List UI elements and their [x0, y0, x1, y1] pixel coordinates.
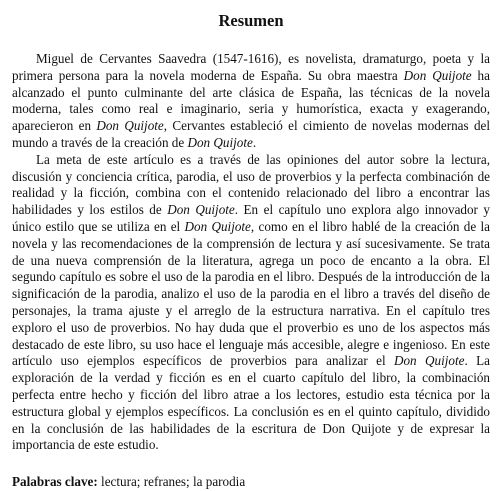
work-title-italic: Don Quijote — [403, 67, 472, 83]
keywords-label: Palabras clave: — [12, 474, 98, 490]
paragraph-text-run: , como en el libro hablé de la creación de la novela y las recomendaciones de la comprensión de lectura y así sucesivamente. Se trata de una nueva comprensión de la literatura, agrega un poco de encanto a la obra. El segundo capítulo es sobre el uso de la parodia en el libro. Después de la introducción de la significación de la parodia, analizo el uso de la parodia en el libro a través del diseño de personajes, la trama ajuste y el arreglo de la estructura narrativa. En el capítulo tres exploro el uso de proverbios. No hay duda que el proverbio es uno de los aspectos más destacado de este libro, su uso hace el lenguaje más accesible, alegre e ingenioso. En este artículo uso ejemplos específicos de proverbios para analizar el — [12, 218, 490, 369]
work-title-italic: Don Quijote — [167, 202, 235, 218]
paragraph-text-run: ha alcanzado el punto culminante del arte clásica de España, las técnicas de la novela moderna, tales como real e imaginario, seria y humorística, exacta y exagerando, aparecieron en — [12, 67, 490, 134]
abstract-paragraph-1 — [12, 51, 490, 152]
work-title-italic: Don Quijote — [187, 134, 253, 150]
paragraph-text-run: , Cervantes estableció el cimiento de novelas modernas del mundo a través de la creación de — [12, 118, 491, 150]
work-title-italic: Don Quijote — [184, 218, 251, 234]
abstract-body — [12, 51, 490, 454]
paragraph-text-run: Miguel de Cervantes Saavedra (1547-1616), es novelista, dramaturgo, poeta y la primera persona para la novela moderna de España. Su obra maestra — [12, 51, 490, 83]
work-title-italic: Don Quijote — [394, 353, 465, 369]
paragraph-text-run: . En el capítulo uno explora algo innovador y único estilo que se utiliza en el — [12, 202, 490, 234]
keywords-value: lectura; refranes; la parodia — [97, 474, 246, 490]
paragraph-text-run: . — [252, 134, 257, 150]
abstract-title: Resumen — [218, 11, 284, 30]
work-title-italic: Don Quijote — [96, 118, 164, 134]
paragraph-text-run: . La exploración de la verdad y ficción es en el cuarto capítulo del libro, la combinación perfecta entre hecho y ficción del libro atrae a los lectores, estudio esta técnica por la estructura global y ejemplos específicos. La conclusión es en el quinto capítulo, dividido en la conclusión de las habilidades de la escritura de Don Quijote y de expresar la importancia de este estudio. — [12, 353, 490, 453]
paragraph-text-run: La meta de este artículo es a través de las opiniones del autor sobre la lectura, discusión y conciencia crítica, parodia, el uso de proverbios y la perfecta combinación de realidad y la ficción, combina con el contenido relacionado del libro a encontrar las habilidades y los estilos de — [12, 151, 490, 218]
abstract-paragraph-2 — [12, 152, 490, 454]
keywords-line — [12, 474, 490, 491]
